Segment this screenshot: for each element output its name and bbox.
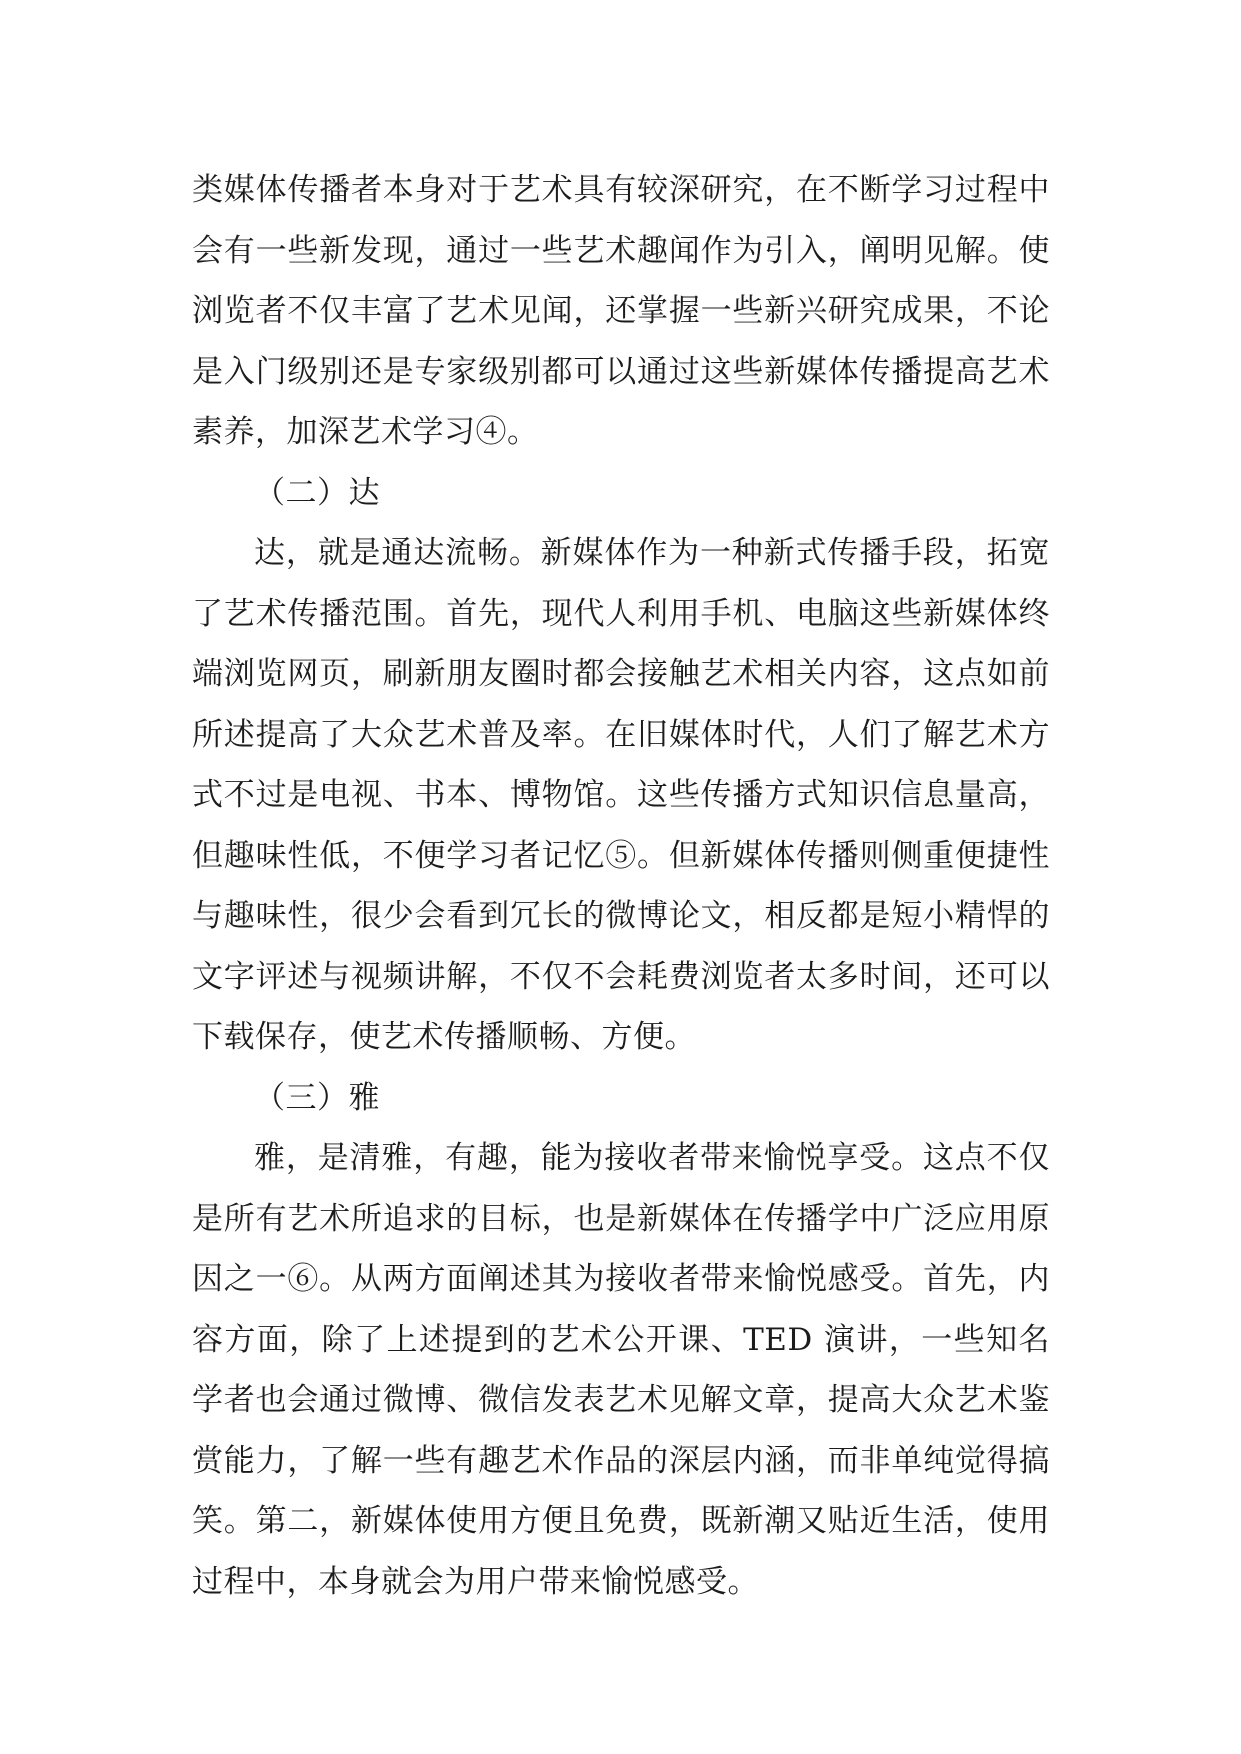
body-paragraph: 达，就是通达流畅。新媒体作为一种新式传播手段，拓宽了艺术传播范围。首先，现代人利用手机、电脑这些新媒体终端浏览网页，刷新朋友圈时都会接触艺术相关内容，这点如前所述提高了大众艺术普及率。在旧媒体时代，人们了解艺术方式不过是电视、书本、博物馆。这些传播方式知识信息量高，但趣味性低，不便学习者记忆⑤。但新媒体传播则侧重便捷性与趣味性，很少会看到冗长的微博论文，相反都是短小精悍的文字评述与视频讲解，不仅不会耗费浏览者太多时间，还可以下载保存，使艺术传播顺畅、方便。 xyxy=(192,535,1050,1055)
body-paragraph: 雅，是清雅，有趣，能为接收者带来愉悦享受。这点不仅是所有艺术所追求的目标，也是新媒体在传播学中广泛应用原因之一⑥。从两方面阐述其为接收者带来愉悦感受。首先，内容方面，除了上述提到的艺术公开课、TED 演讲，一些知名学者也会通过微博、微信发表艺术见解文章，提高大众艺术鉴赏能力，了解一些有趣艺术作品的深层内涵，而非单纯觉得搞笑。第二，新媒体使用方便且免费，既新潮又贴近生活，使用过程中，本身就会为用户带来愉悦感受。 xyxy=(192,1140,1050,1600)
document-page xyxy=(192,160,1050,1612)
section-heading-ya: （三）雅 xyxy=(254,1079,380,1116)
section-heading-da: （二）达 xyxy=(254,474,380,511)
body-paragraph: 类媒体传播者本身对于艺术具有较深研究，在不断学习过程中会有一些新发现，通过一些艺术趣闻作为引入，阐明见解。使浏览者不仅丰富了艺术见闻，还掌握一些新兴研究成果，不论是入门级别还是专家级别都可以通过这些新媒体传播提高艺术素养，加深艺术学习④。 xyxy=(192,172,1050,450)
